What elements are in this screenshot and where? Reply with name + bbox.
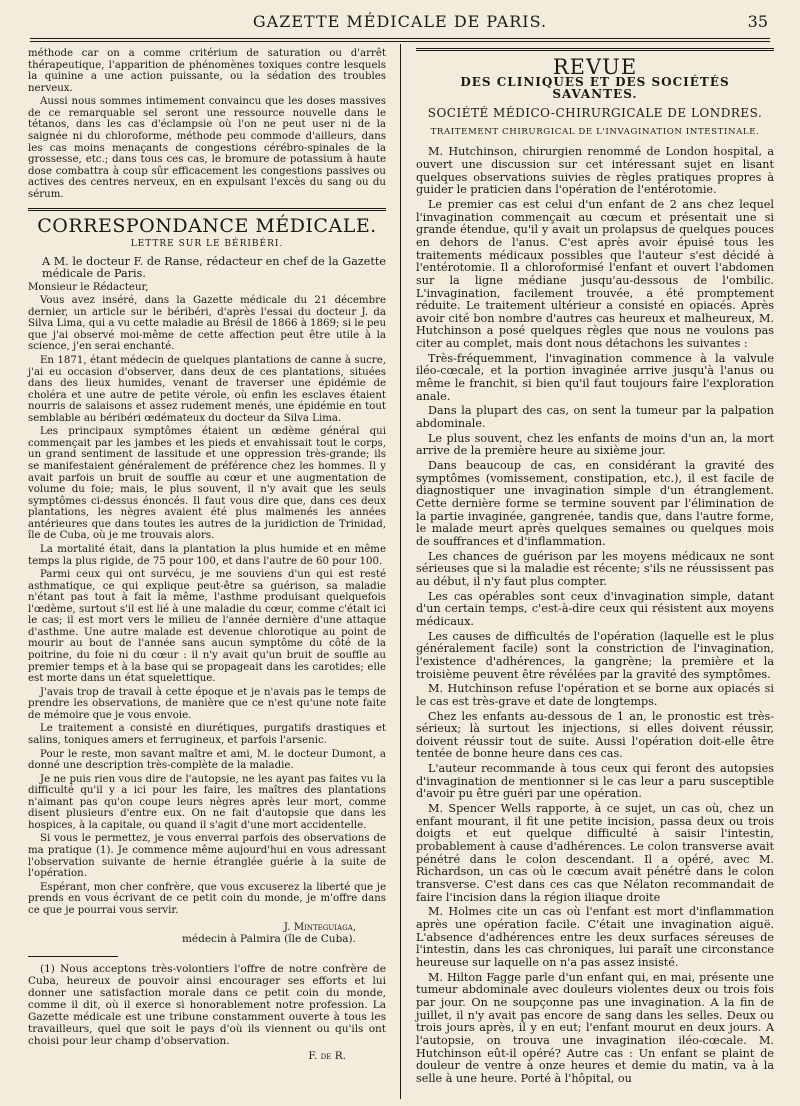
- letter-paragraph: Vous avez inséré, dans la Gazette médicale du 21 décembre dernier, un article sur le béribéri, d'après l'essai du docteur J. da Silva Lima, qui a vu cette maladie au Brésil de 1866 à 1869; si le peu que j'ai observé moi-même de cette affection peut être utile à la science, j'en serai enchanté.: [28, 295, 387, 353]
- letter-signature: J. Minteguiaga,: [283, 922, 356, 934]
- article-paragraph: Très-fréquemment, l'invagination commence à la valvule iléo-cœcale, et la portion invaginée arrive jusqu'à l'anus ou même le franchit, si bien qu'il faut toujours faire l'exploration anale.: [416, 351, 774, 403]
- page-header: [30, 10, 770, 34]
- article-paragraph: M. Hilton Fagge parle d'un enfant qui, en mai, présente une tumeur abdominale avec douleurs violentes deux ou trois fois par jour. On ne soupçonne pas une invagination. A la fin de juillet, il n'y avait pas encore de sang dans les selles. Deux ou trois jours après, il y en eut; l'enfant mourut en deux jours. A l'autopsie, on trouva une invagination iléo-cœcale. M. Hutchinson eût-il opéré? Autre cas : Un enfant se plaint de douleur de ventre à onze heures et demie du matin, va à la selle à une heure. Porté à l'hôpital, ou: [416, 970, 774, 1085]
- revue-rule: [416, 48, 774, 51]
- article-title: TRAITEMENT CHIRURGICAL DE L'INVAGINATION INTESTINALE.: [430, 126, 760, 137]
- header-rule-2: [30, 41, 770, 42]
- article-paragraph: Le premier cas est celui d'un enfant de 2 ans chez lequel l'invagination commençait au cœcum et présentait une si grande étendue, qu'il y avait un prolapsus de quelques pouces en dehors de l'anus. C'est après avoir épuisé tous les traitements médicaux possibles que l'auteur s'est décidé à l'entérotomie. Il a chloroformisé l'enfant et ouvert l'abdomen sur la ligne médiane jusqu'au-dessous de l'ombilic. L'invagination, facilement trouvée, a été promptement réduite. Le traitement ultérieur a consisté en opiacés. Après avoir cité bon nombre d'autres cas heureux et malheureux, M. Hutchinson a posé quelques règles que nous ne voulons pas citer au complet, mais dont nous détachons les suivantes :: [416, 197, 774, 351]
- article-paragraph: Les causes de difficultés de l'opération (laquelle est le plus généralement facile) sont la constriction de l'invagination, l'existence d'adhérences, la gangrène; la première et la troisième peuvent être révélées par la gravité des symptômes.: [416, 629, 774, 681]
- letter-paragraph: Espérant, mon cher confrère, que vous excuserez la liberté que je prends en vous écrivant de ce petit coin du monde, je m'offre dans ce que je pourrai vous servir.: [28, 881, 386, 916]
- intro-paragraph-2: Aussi nous sommes intimement convaincu que les doses massives de ce remarquable sel seront une ressource nouvelle dans le tétanos, dans les cas d'éclampsie où l'on ne peut user ni de la saignée ni du chloroforme, méthode peu commode d'ailleurs, dans les cas moins menaçants de congestions cérébro-spinales de la grossesse, etc.; dans tous ces cas, le bromure de potassium à haute dose combattra à coup sûr efficacement les congestions passives ou actives des centres nerveux, en en expulsant l'excès du sang ou du sérum.: [28, 96, 386, 200]
- article-paragraph: M. Hutchinson, chirurgien renommé de London hospital, a ouvert une discussion sur cet intéressant sujet en lisant quelques observations suivies de règles pratiques propres à guider le praticien dans l'opération de l'entérotomie.: [416, 145, 774, 197]
- article-paragraph: M. Hutchinson refuse l'opération et se borne aux opiacés si le cas est très-grave et date de longtemps.: [416, 682, 774, 708]
- right-column: [416, 48, 774, 1088]
- left-column: [28, 48, 386, 1062]
- letter-paragraph: Si vous le permettez, je vous enverrai parfois des observations de ma pratique (1). Je commence même aujourd'hui en vous adressant l'observation suivante de hernie étranglée guérie à la suite de l'opération.: [28, 833, 386, 880]
- letter-paragraph: J'avais trop de travail à cette époque et je n'avais pas le temps de prendre les observations, de manière que ce n'est qu'une note faite de mémoire que je vous envoie.: [28, 686, 386, 721]
- footnote: (1) Nous acceptons très-volontiers l'offre de notre confrère de Cuba, heureux de pouvoir ainsi encourager ses efforts et lui donner une satisfaction morale dans ce petit coin du monde, comme il dit, où il exerce si honorablement notre profession. La Gazette médicale est une tribune constamment ouverte à tous les travailleurs, quel que soit le pays d'où ils viennent ou qu'ils ont choisi pour leur champ d'observation.: [28, 962, 386, 1047]
- footnote-rule: [28, 956, 118, 957]
- section-rule: [28, 208, 386, 211]
- letter-address: A M. le docteur F. de Ranse, rédacteur en chef de la Gazette médicale de Paris.: [42, 255, 386, 280]
- article-paragraph: Dans la plupart des cas, on sent la tumeur par la palpation abdominale.: [416, 404, 774, 431]
- letter-salutation: Monsieur le Rédacteur,: [28, 281, 149, 293]
- article-paragraph: Dans beaucoup de cas, en considérant la gravité des symptômes (vomissement, constipation, etc.), il est facile de diagnostiquer une invagination simple d'un étranglement. Cette dernière forme se termine souvent par l'élimination de la partie invaginée, gangrenée, tandis que, dans l'autre forme, le malade meurt après quelques semaines ou quelques mois de souffrances et d'inflammation.: [416, 459, 774, 548]
- letter-paragraph: Parmi ceux qui ont survécu, je me souviens d'un qui est resté asthmatique, ce qui explique peut-être sa guérison, sa maladie n'étant pas tout à fait la même, l'asthme produisant quelquefois l'œdème, surtout s'il est lié à une maladie du cœur, comme c'était ici le cas; il est mort vers le milieu de l'année dernière d'une attaque d'asthme. Une autre malade est devenue chlorotique au point de mourir au bout de l'année sans aucun symptôme du côté de la poitrine, du foie ni du cœur : il n'y avait qu'un bruit de souffle au premier temps et à la base qui se propageait dans les carotides; elle est morte dans un état squelettique.: [28, 569, 386, 685]
- revue-title: REVUE: [552, 55, 638, 79]
- article-paragraph: Les chances de guérison par les moyens médicaux ne sont sérieuses que si la maladie est récente; s'ils ne réussissent pas au début, il n'y faut plus compter.: [416, 549, 774, 588]
- letter-paragraph: En 1871, étant médecin de quelques plantations de canne à sucre, j'ai eu occasion d'observer, dans deux de ces plantations, situées dans des lieux humides, venant de traverser une épidémie de choléra et une autre de petite vérole, où enfin les esclaves étaient nourris de salaisons et assez rudement menés, une épidémie en tout semblable au béribéri œdémateux du docteur da Silva Lima.: [28, 354, 386, 424]
- article-paragraph: Le plus souvent, chez les enfants de moins d'un an, la mort arrive de la première heure au sixième jour.: [416, 431, 774, 458]
- column-divider: [400, 44, 401, 1099]
- article-paragraph: Les cas opérables sont ceux d'invagination simple, datant d'un certain temps, c'est-à-dire ceux qui résistent aux moyens médicaux.: [416, 589, 774, 628]
- intro-paragraph-1: méthode car on a comme critérium de saturation ou d'arrêt thérapeutique, l'apparition de phénomènes toxiques contre lesquels la quinine a une action puissante, ou la sédation des troubles nerveux.: [28, 48, 386, 94]
- section-title: CORRESPONDANCE MÉDICALE.: [37, 215, 377, 238]
- letter-paragraph: Pour le reste, mon savant maître et ami, M. le docteur Dumont, a donné une description très-complète de la maladie.: [28, 748, 386, 772]
- article-paragraph: M. Holmes cite un cas où l'enfant est mort d'inflammation après une opération facile. C'était une invagination aiguë. L'absence d'adhérences entre les deux surfaces séreuses de l'intestin, dans les cas chroniques, lui paraît une circonstance heureuse sur laquelle on n'a pas assez insisté.: [416, 905, 774, 969]
- header-rule: [30, 38, 770, 39]
- letter-paragraph: Le traitement a consisté en diurétiques, purgatifs drastiques et salins, toniques amers et ferrugineux, et parfois l'arsenic.: [28, 723, 386, 746]
- signature-place: médecin à Palmira (île de Cuba).: [181, 932, 356, 945]
- revue-subtitle: DES CLINIQUES ET DES SOCIÉTÉS SAVANTES.: [460, 74, 730, 102]
- article-paragraph: Chez les enfants au-dessous de 1 an, le pronostic est très-sérieux; là surtout les injections, si elles doivent réussir, doivent réussir tout de suite. Aussi l'opération doit-elle être tentée de bonne heure dans ces cas.: [416, 709, 774, 761]
- letter-paragraph: Je ne puis rien vous dire de l'autopsie, ne les ayant pas faites vu la difficulté qu'il y a ici pour les faire, les maîtres des plantations n'aimant pas qu'on coupe leurs nègres après leur mort, comme disent plusieurs d'entre eux. On ne fait d'autopsie que dans les hospices, à la capitale, ou quand il s'agit d'une mort accidentelle.: [28, 773, 386, 831]
- letter-title: LETTRE SUR LE BÉRIBÉRI.: [130, 238, 284, 249]
- footnote-signature: F. de R.: [308, 1049, 346, 1062]
- letter-paragraph: Les principaux symptômes étaient un œdème général qui commençait par les jambes et les pieds et envahissait tout le corps, un grand sentiment de lassitude et une oppression très-grande; ils se manifestaient généralement de préférence chez les hommes. Il y avait parfois un bruit de souffle au cœur et une augmentation de volume du foie; mais, le plus souvent, il n'y avait que les seuls symptômes ci-dessus énoncés. Il faut vous dire que, dans ces deux plantations, les nègres avaient été plus malmenés les années antérieures que dans toutes les autres de la juridiction de Trinidad, île de Cuba, où je me trouvais alors.: [28, 426, 386, 542]
- journal-title: GAZETTE MÉDICALE DE PARIS.: [252, 12, 548, 31]
- article-paragraph: L'auteur recommande à tous ceux qui feront des autopsies d'invagination de mentionner si le cas leur a paru susceptible d'avoir pu être guéri par une opération.: [416, 762, 774, 801]
- society-title: SOCIÉTÉ MÉDICO-CHIRURGICALE DE LONDRES.: [427, 105, 763, 120]
- article-paragraph: M. Spencer Wells rapporte, à ce sujet, un cas où, chez un enfant mourant, il fit une petite incision, passa deux ou trois doigts et eut quelque difficulté à saisir l'intestin, probablement à cause d'adhérences. Le colon transverse avait pénétré dans le colon descendant. Il a opéré, avec M. Richardson, un cas où le cœcum avait pénétré dans le colon transverse. C'est dans ces cas que Nélaton recommandait de faire l'incision dans la région iliaque droite: [416, 802, 774, 904]
- page-number: 35: [747, 12, 768, 31]
- letter-paragraph: La mortalité était, dans la plantation la plus humide et en même temps la plus rigide, de 75 pour 100, et dans l'autre de 60 pour 100.: [28, 543, 386, 567]
